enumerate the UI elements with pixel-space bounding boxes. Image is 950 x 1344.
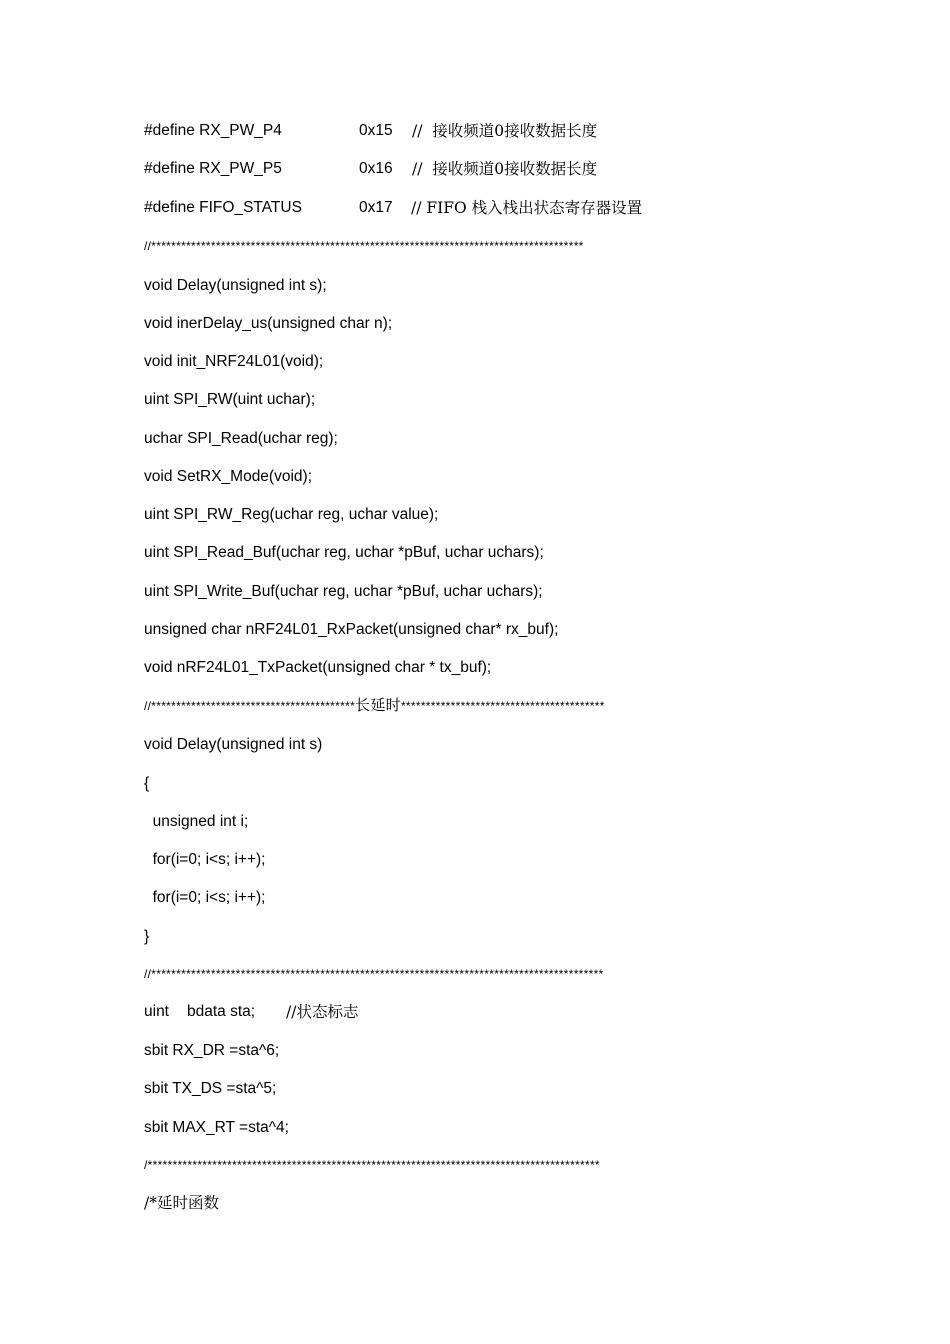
comment-separator: //******************************************************************************************* bbox=[144, 967, 604, 981]
prototype-line: uint SPI_Write_Buf(uchar reg, uchar *pBuf, uchar uchars); bbox=[144, 583, 543, 600]
define-value: 0x17 bbox=[359, 199, 393, 216]
prototype-line: uint SPI_Read_Buf(uchar reg, uchar *pBuf, uchar uchars); bbox=[144, 544, 544, 561]
code-line: } bbox=[144, 928, 150, 945]
define-line bbox=[144, 121, 598, 141]
define-comment: // FIFO 栈入栈出状态寄存器设置 bbox=[411, 199, 643, 217]
comment-separator: /******************************************************************************************* bbox=[144, 1158, 600, 1172]
separator-right: ***************************************** bbox=[400, 699, 605, 713]
prototype-line: void SetRX_Mode(void); bbox=[144, 468, 312, 485]
status-declaration bbox=[144, 1002, 359, 1022]
sbit-line: sbit MAX_RT =sta^4; bbox=[144, 1119, 289, 1136]
sbit-line: sbit TX_DS =sta^5; bbox=[144, 1080, 277, 1097]
define-name: #define FIFO_STATUS bbox=[144, 199, 302, 216]
prototype-line: uint SPI_RW_Reg(uchar reg, uchar value); bbox=[144, 506, 439, 523]
code-line: for(i=0; i<s; i++); bbox=[144, 851, 266, 868]
decl-body: bdata sta; bbox=[187, 1003, 256, 1020]
code-line: void Delay(unsigned int s) bbox=[144, 736, 323, 753]
prototype-line: void nRF24L01_TxPacket(unsigned char * tx_buf); bbox=[144, 659, 492, 676]
separator-left: //***************************************** bbox=[144, 699, 356, 713]
decl-type: uint bbox=[144, 1003, 169, 1020]
prototype-line: void inerDelay_us(unsigned char n); bbox=[144, 315, 393, 332]
define-comment: // 接收频道0接收数据长度 bbox=[412, 122, 598, 140]
separator-label: 长延时 bbox=[355, 696, 401, 714]
prototype-line: uint SPI_RW(uint uchar); bbox=[144, 391, 316, 408]
prototype-line: unsigned char nRF24L01_RxPacket(unsigned char* rx_buf); bbox=[144, 621, 559, 638]
prototype-line: void Delay(unsigned int s); bbox=[144, 277, 327, 294]
define-value: 0x16 bbox=[359, 160, 393, 177]
code-line: { bbox=[144, 775, 150, 792]
define-name: #define RX_PW_P4 bbox=[144, 122, 282, 139]
comment-separator: //*************************************************************************************** bbox=[144, 239, 584, 253]
define-value: 0x15 bbox=[359, 122, 393, 139]
code-line: unsigned int i; bbox=[144, 813, 249, 830]
prototype-line: void init_NRF24L01(void); bbox=[144, 353, 324, 370]
comment-separator-labeled bbox=[144, 695, 605, 715]
prototype-line: uchar SPI_Read(uchar reg); bbox=[144, 430, 338, 447]
define-line bbox=[144, 159, 598, 179]
sbit-line: sbit RX_DR =sta^6; bbox=[144, 1042, 280, 1059]
code-line: for(i=0; i<s; i++); bbox=[144, 889, 266, 906]
function-comment: /*延时函数 bbox=[144, 1194, 219, 1212]
define-comment: // 接收频道0接收数据长度 bbox=[412, 160, 598, 178]
decl-comment: //状态标志 bbox=[286, 1003, 359, 1021]
define-line bbox=[144, 198, 643, 218]
define-name: #define RX_PW_P5 bbox=[144, 160, 282, 177]
